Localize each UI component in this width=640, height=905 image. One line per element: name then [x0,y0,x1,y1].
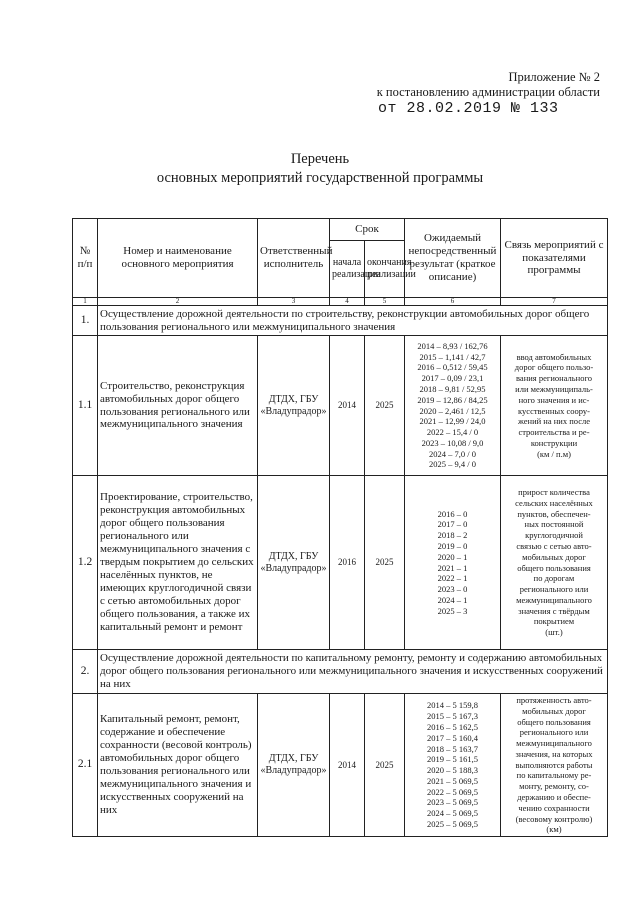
result-line: 2016 – 0 [437,508,468,519]
measure-name: Капитальный ремонт, ремонт, содержание и обеспечение сохранности (весовой контроль) автомобильных дорог общего пользования регионального или межмуниципального значения и искусственных сооружений на них [98,694,258,837]
link-line: протяженность авто- [516,695,592,705]
link-line: ввод автомобильных [516,351,592,362]
result-line: 2024 – 7,0 / 0 [429,448,476,459]
result-line: 2025 – 5 069,5 [427,818,478,829]
column-number: 2 [98,298,258,306]
table-row [73,694,608,837]
result-line: 2024 – 1 [437,594,468,605]
measures-table [72,218,608,837]
result-line: 2014 – 8,93 / 162,76 [417,340,488,351]
header-row-top [73,219,608,241]
appendix-reference: к постановлению администрации области [376,85,600,99]
result-line: 2022 – 15,4 / 0 [426,427,479,438]
result-line: 2025 – 3 [437,605,468,616]
result-line: 2020 – 1 [437,551,468,562]
column-number: 4 [330,298,365,306]
result-line: 2025 – 9,4 / 0 [429,459,476,470]
header-term: Срок [330,219,405,241]
result-line: 2019 – 12,86 / 84,25 [417,394,488,405]
result-line: 2022 – 5 069,5 [427,786,478,797]
document-subtitle: основных мероприятий государственной программы [156,170,484,186]
header-num: № п/п [73,219,98,298]
link-line: ных постоянной [524,519,584,530]
indicator-link [501,336,608,476]
responsible: ДТДХ, ГБУ «Владупрадор» [258,336,330,476]
link-line: покрытием [533,616,575,627]
result-line: 2021 – 5 069,5 [427,775,478,786]
result-line: 2016 – 0,512 / 59,45 [417,362,488,373]
link-line: (шт.) [545,627,563,638]
link-line: связью с сетью авто- [516,540,592,551]
link-line: или межмуниципаль- [515,383,593,394]
link-line: строительства и ре- [518,427,590,438]
header-result: Ожидаемый непосредственный результат (краткое описание) [405,219,501,298]
result-line: 2016 – 5 162,5 [427,721,478,732]
end-year: 2025 [365,476,405,650]
link-line: общего пользования [517,562,591,573]
end-year: 2025 [365,336,405,476]
document-title: Перечень [290,151,350,167]
row-number: 2.1 [73,694,98,837]
start-year: 2016 [330,476,365,650]
link-line: монту, ремонту, со- [519,781,589,792]
row-number: 1.2 [73,476,98,650]
link-line: по капитальному ре- [516,770,592,781]
link-line: выполняются работы [515,759,593,770]
column-number: 7 [501,298,608,306]
result-line: 2019 – 5 161,5 [427,754,478,765]
link-line: круглогодичной [525,530,583,541]
header-end: окончания реализации [365,241,405,298]
link-line: значения с твёрдым [518,605,590,616]
decree-date-number: от 28.02.2019 № 133 [378,100,559,117]
result-line: 2018 – 2 [437,530,468,541]
link-line: межмуниципального [516,738,592,749]
link-line: кусственных соору- [518,405,590,416]
link-line: вания регионального [516,373,592,384]
section-row [73,306,608,336]
appendix-number: Приложение № 2 [508,70,600,84]
expected-result [405,476,501,650]
link-line: жений на них после [517,416,591,427]
result-line: 2017 – 5 160,4 [427,732,478,743]
indicator-link [501,476,608,650]
measure-name: Строительство, реконструкция автомобильных дорог общего пользования регионального или межмуниципального значения [98,336,258,476]
header-name: Номер и наименование основного мероприятия [98,219,258,298]
end-year: 2025 [365,694,405,837]
link-line: (весовому контролю) [515,813,593,824]
measure-name: Проектирование, строительство, реконструкция автомобильных дорог общего пользования регионального или межмуниципального значения с твердым покрытием до сельских населённых пунктов, не имеющих круглогодичной связи с сетью автомобильных дорог общего пользования, а также их капитальный ремонт и ремонт [98,476,258,650]
link-line: по дорогам [533,573,575,584]
column-number: 6 [405,298,501,306]
expected-result [405,336,501,476]
result-line: 2024 – 5 069,5 [427,808,478,819]
result-line: 2021 – 12,99 / 24,0 [419,416,486,427]
link-line: значения, на которых [515,748,593,759]
link-line: (км) [546,824,562,835]
link-line: прирост количества [518,487,590,498]
link-line: чению сохранности [518,802,590,813]
result-line: 2015 – 5 167,3 [427,711,478,722]
result-line: 2023 – 5 069,5 [427,797,478,808]
link-line: конструкции [530,437,578,448]
responsible: ДТДХ, ГБУ «Владупрадор» [258,476,330,650]
start-year: 2014 [330,694,365,837]
link-line: регионального или [519,727,589,738]
link-line: пунктов, обеспечен- [517,508,591,519]
header-link: Связь мероприятий с показателями программы [501,219,608,298]
result-line: 2014 – 5 159,8 [427,700,478,711]
result-line: 2017 – 0 [437,519,468,530]
result-line: 2021 – 1 [437,562,468,573]
link-line: общего пользования [517,716,591,727]
expected-result [405,694,501,837]
column-number: 5 [365,298,405,306]
link-line: мобильных дорог [522,705,586,716]
result-line: 2018 – 5 163,7 [427,743,478,754]
link-line: межмуниципального [516,594,592,605]
table-row [73,476,608,650]
result-line: 2023 – 0 [437,584,468,595]
section-number: 1. [73,306,98,336]
header-start: начала реализации [330,241,365,298]
result-line: 2023 – 10,08 / 9,0 [421,437,484,448]
column-number: 3 [258,298,330,306]
result-line: 2020 – 5 188,3 [427,765,478,776]
link-line: мобильных дорог [522,551,586,562]
link-line: (км / п.м) [537,448,571,459]
result-line: 2018 – 9,81 / 52,95 [419,383,486,394]
link-line: ного значения и ис- [518,394,590,405]
section-title: Осуществление дорожной деятельности по строительству, реконструкции автомобильных дорог общего пользования регионального или межмуниципального значения [98,306,608,336]
header-responsible: Ответственный исполнитель [258,219,330,298]
column-number: 1 [73,298,98,306]
section-number: 2. [73,650,98,694]
indicator-link [501,694,608,837]
link-line: регионального или [519,584,589,595]
result-line: 2022 – 1 [437,573,468,584]
section-title: Осуществление дорожной деятельности по капитальному ремонту, ремонту и содержанию автомобильных дорог общего пользования регионального или межмуниципального значения и искусственных сооружений на них [98,650,608,694]
result-line: 2019 – 0 [437,540,468,551]
section-row [73,650,608,694]
link-line: держанию и обеспе- [517,792,591,803]
link-line: дорог общего пользо- [514,362,594,373]
link-line: сельских населённых [515,497,593,508]
row-number: 1.1 [73,336,98,476]
column-numbers-row [73,298,608,306]
result-line: 2020 – 2,461 / 12,5 [419,405,486,416]
start-year: 2014 [330,336,365,476]
table-row [73,336,608,476]
result-line: 2015 – 1,141 / 42,7 [419,351,486,362]
result-line: 2017 – 0,09 / 23,1 [421,373,484,384]
responsible: ДТДХ, ГБУ «Владупрадор» [258,694,330,837]
